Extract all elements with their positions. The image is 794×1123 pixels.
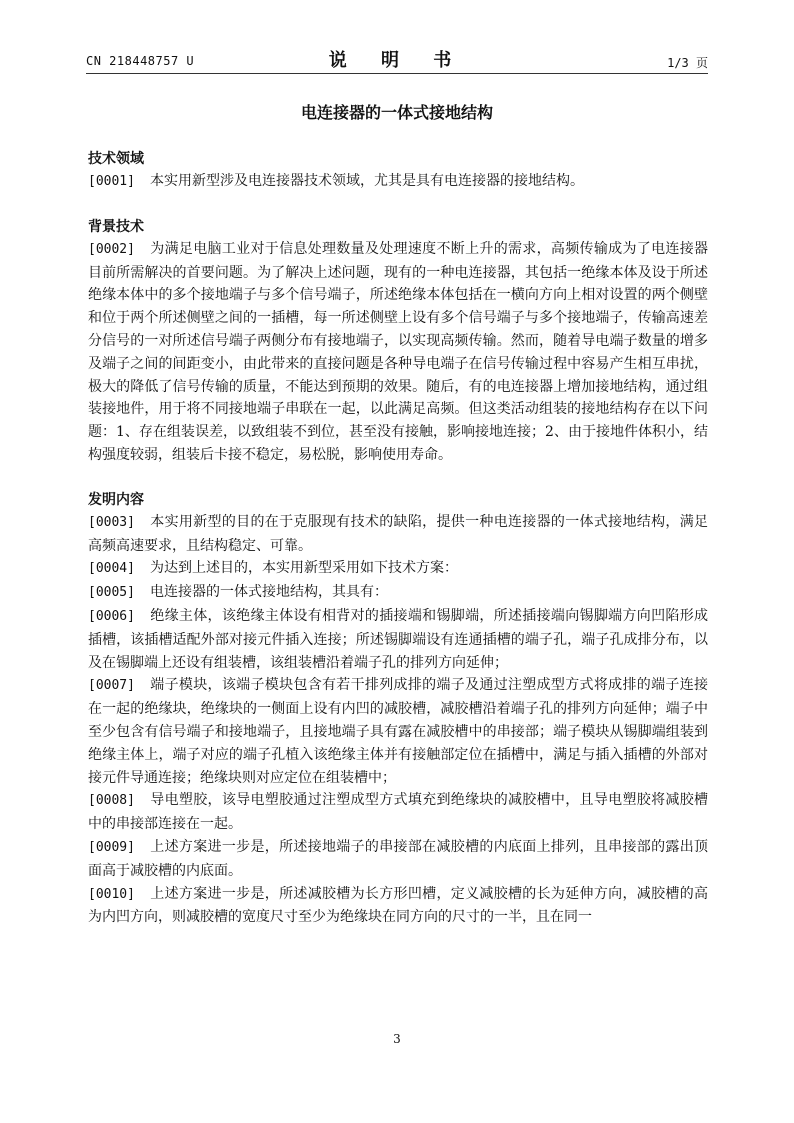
- paragraph-text: 端子模块，该端子模块包含有若干排列成排的端子及通过注塑成型方式将成排的端子连接在一起的绝缘块，绝缘块的一侧面上设有内凹的减胶槽，减胶槽沿着端子孔的排列方向延伸；端子中至少包含有信号端子和接地端子，且接地端子具有露在减胶槽中的串接部；端子模块从锡脚端组装到绝缘主体上，端子对应的端子孔植入该绝缘主体并有接触部定位在插槽中，满足与插入插槽的外部对接元件导通连接；绝缘块则对应定位在组装槽中；: [88, 677, 708, 786]
- paragraph: [88, 789, 708, 836]
- paragraph: [88, 557, 708, 581]
- paragraph-text: 为满足电脑工业对于信息处理数量及处理速度不断上升的需求，高频传输成为了电连接器目前所需解决的首要问题。为了解决上述问题，现有的一种电连接器，其包括一绝缘本体及设于所述绝缘本体中的多个接地端子与多个信号端子，所述绝缘本体包括在一横向方向上相对设置的两个侧壁和位于两个所述侧壁之间的一插槽，每一所述侧壁上设有多个信号端子与多个接地端子，传输高速差分信号的一对所述信号端子两侧分布有接地端子，以实现高频传输。然而，随着导电端子数量的增多及端子之间的间距变小，由此带来的直接问题是各种导电端子在信号传输过程中容易产生相互串扰，极大的降低了信号传输的质量，不能达到预期的效果。随后，有的电连接器上增加接地结构，通过组装接地件，用于将不同接地端子串联在一起，以此满足高频。但这类活动组装的接地结构存在以下问题：1、存在组装误差，以致组装不到位，甚至没有接触，影响接地连接；2、由于接地件体积小，结构强度较弱，组装后卡接不稳定，易松脱，影响使用寿命。: [88, 240, 708, 463]
- paragraph-text: 电连接器的一体式接地结构，其具有：: [150, 584, 388, 601]
- paragraph: [88, 674, 708, 789]
- section-heading-technical-field: 技术领域: [88, 151, 144, 167]
- paragraph: [88, 170, 708, 194]
- paragraph-number: [0004]: [88, 561, 135, 577]
- paragraph-text: 上述方案进一步是，所述接地端子的串接部在减胶槽的内底面上排列，且串接部的露出顶面高于减胶槽的内底面。: [88, 838, 708, 879]
- page-number: 3: [393, 1032, 401, 1046]
- document-type: 说 明 书: [328, 50, 466, 71]
- paragraph-text: 导电塑胶，该导电塑胶通过注塑成型方式填充到绝缘块的减胶槽中，且导电塑胶将减胶槽中的串接部连接在一起。: [88, 792, 708, 833]
- paragraph-text: 本实用新型的目的在于克服现有技术的缺陷，提供一种电连接器的一体式接地结构，满足高频高速要求，且结构稳定、可靠。: [88, 513, 708, 554]
- header-divider: [86, 73, 708, 74]
- paragraph: [88, 511, 708, 558]
- paragraph-number: [0006]: [88, 608, 135, 624]
- section-gap: [88, 194, 708, 216]
- document-title: 电连接器的一体式接地结构: [300, 103, 493, 122]
- paragraph: [88, 836, 708, 883]
- page-header: [86, 44, 708, 72]
- section-gap: [88, 467, 708, 489]
- section-heading-background: 背景技术: [88, 218, 144, 235]
- paragraph-number: [0009]: [88, 839, 135, 855]
- section-heading-summary: 发明内容: [88, 491, 144, 508]
- document-body: [88, 148, 708, 929]
- paragraph: [88, 581, 708, 605]
- paragraph-number: [0007]: [88, 678, 135, 694]
- paragraph-number: [0001]: [88, 174, 135, 189]
- paragraph: [88, 238, 708, 467]
- paragraph-text: 为达到上述目的，本实用新型采用如下技术方案：: [150, 560, 458, 577]
- paragraph-number: [0008]: [88, 793, 135, 809]
- paragraph-text: 本实用新型涉及电连接器技术领域，尤其是具有电连接器的接地结构。: [150, 173, 584, 189]
- paragraph-text: 上述方案进一步是，所述减胶槽为长方形凹槽，定义减胶槽的长为延伸方向，减胶槽的高为内凹方向，则减胶槽的宽度尺寸至少为绝缘块在同方向的尺寸的一半，且在同一: [88, 885, 708, 926]
- paragraph: [88, 605, 708, 674]
- publication-number: CN 218448757 U: [86, 54, 195, 68]
- paragraph-number: [0002]: [88, 241, 135, 257]
- paragraph-number: [0003]: [88, 514, 135, 530]
- page-info: 1/3 页: [667, 56, 708, 70]
- paragraph: [88, 883, 708, 930]
- paragraph-number: [0010]: [88, 886, 135, 902]
- paragraph-text: 绝缘主体，该绝缘主体设有相背对的插接端和锡脚端，所述插接端向锡脚端方向凹陷形成插槽，该插槽适配外部对接元件插入连接；所述锡脚端设有连通插槽的端子孔，端子孔成排分布，以及在锡脚端上还设有组装槽，该组装槽沿着端子孔的排列方向延伸；: [88, 607, 708, 671]
- paragraph-number: [0005]: [88, 585, 135, 601]
